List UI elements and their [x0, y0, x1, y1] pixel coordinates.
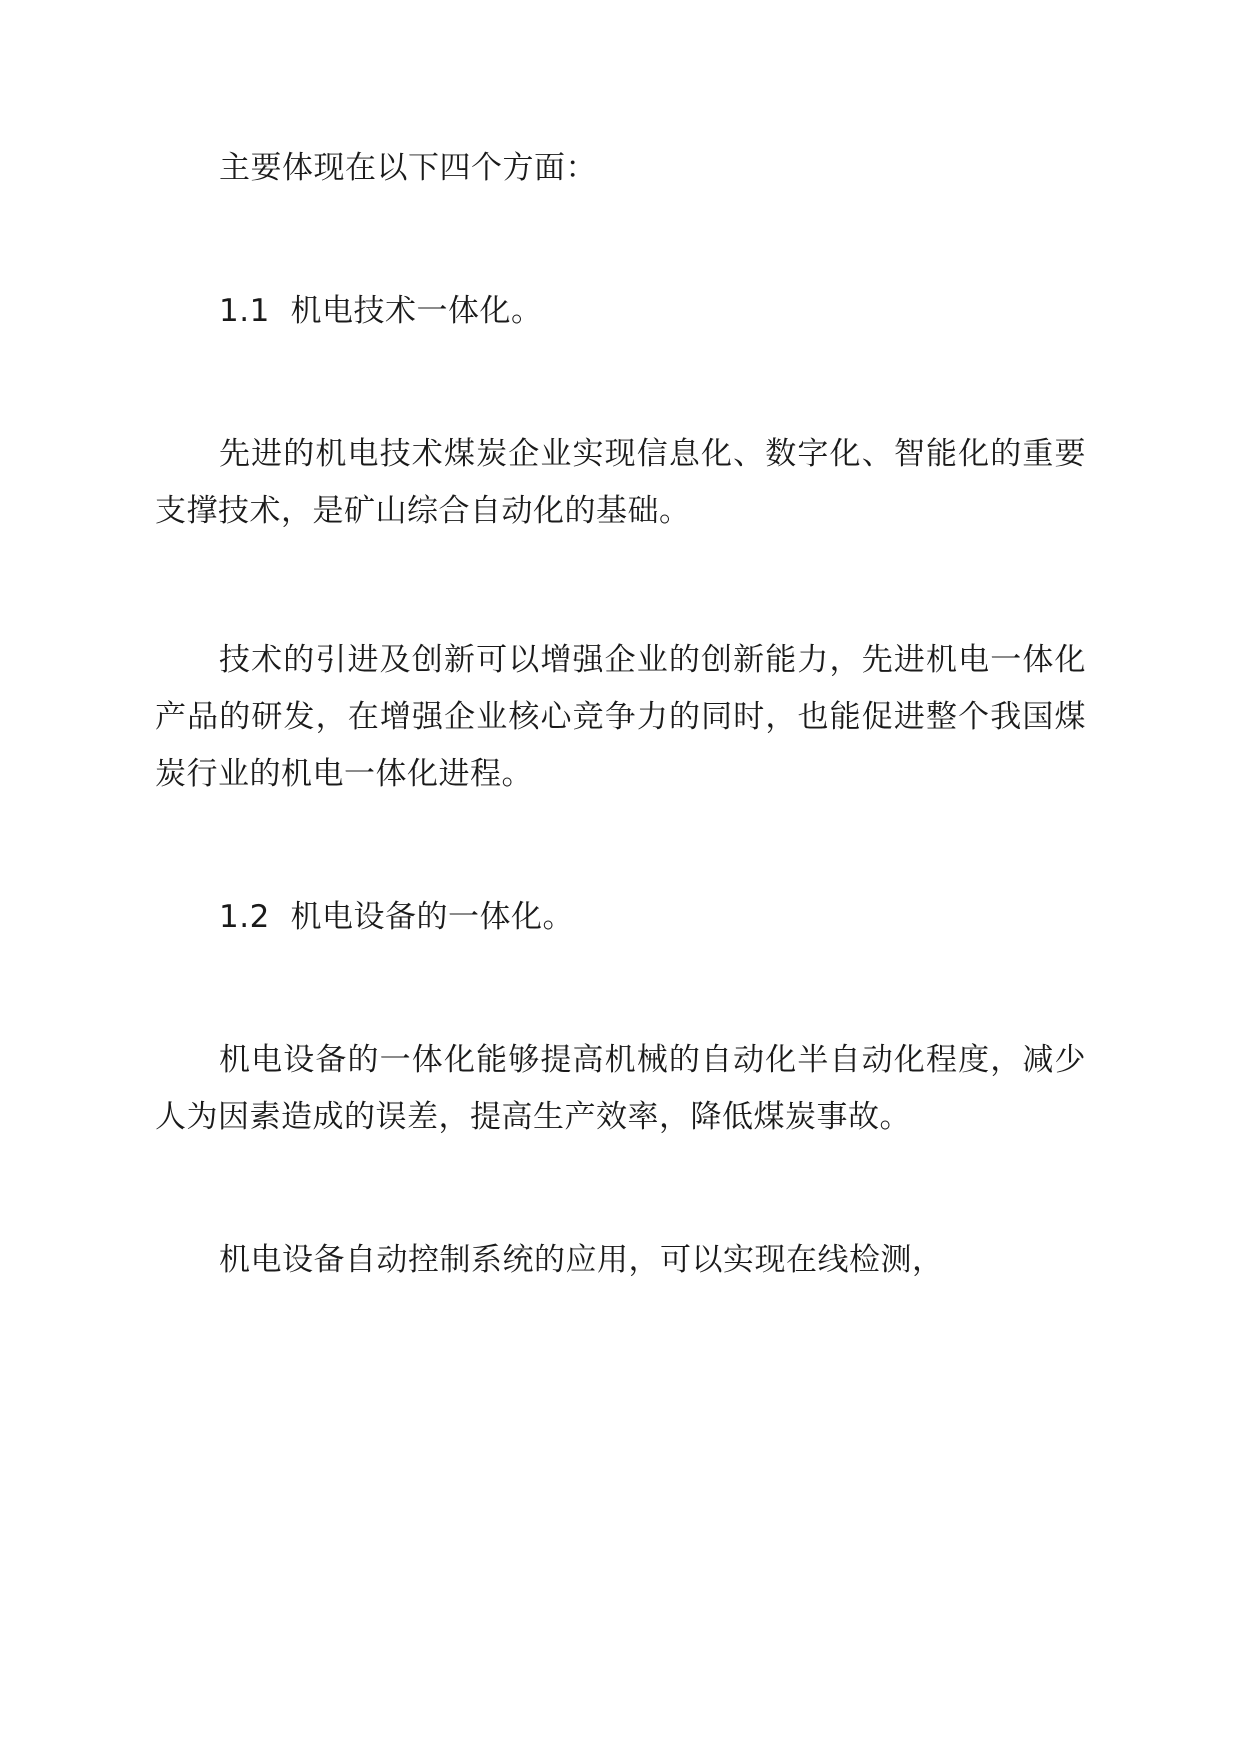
paragraph-spacer: [155, 540, 1086, 632]
paragraph-spacer: [155, 946, 1086, 1032]
paragraph-1-2-b: 机电设备自动控制系统的应用，可以实现在线检测，: [219, 1242, 944, 1278]
paragraph-spacer: [155, 1146, 1086, 1232]
heading-1-2: 1.2 机电设备的一体化。: [219, 899, 575, 935]
paragraph-spacer: [155, 197, 1086, 283]
paragraph-1-1-a: 先进的机电技术煤炭企业实现信息化、数字化、智能化的重要支撑技术，是矿山综合自动化的基础。: [155, 436, 1086, 529]
paragraph-intro: 主要体现在以下四个方面：: [219, 150, 597, 186]
heading-1-1: 1.1 机电技术一体化。: [219, 293, 543, 329]
paragraph-spacer: [155, 340, 1086, 426]
paragraph-1-1-b: 技术的引进及创新可以增强企业的创新能力，先进机电一体化产品的研发，在增强企业核心竞争力的同时，也能促进整个我国煤炭行业的机电一体化进程。: [155, 642, 1086, 792]
document-body: [155, 140, 1086, 1289]
paragraph-1-2-a: 机电设备的一体化能够提高机械的自动化半自动化程度，减少人为因素造成的误差，提高生产效率，降低煤炭事故。: [155, 1042, 1086, 1135]
paragraph-spacer: [155, 803, 1086, 889]
